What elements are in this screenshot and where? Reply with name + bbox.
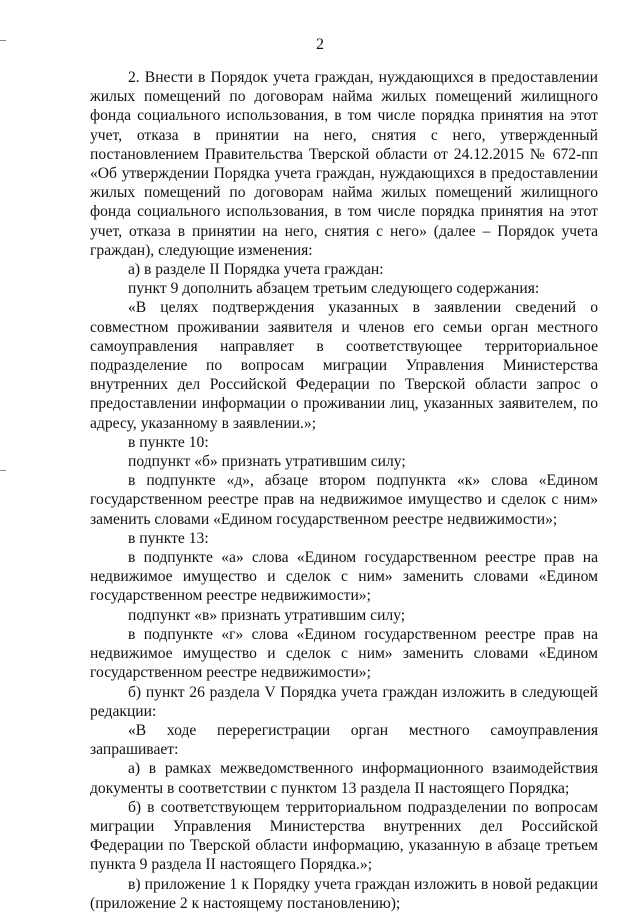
paragraph-subpoint-v: подпункт «в» признать утратившим силу; bbox=[128, 606, 406, 624]
paragraph-point-13: в пункте 13: bbox=[128, 529, 209, 547]
paragraph-amendment-intro: 2. Внести в Порядок учета граждан, нуждающихся в предоставлении жилых помещений по договорам найма жилых помещений жилищного фонда социального использования, в том числе порядка принятия на этот учет, отказа в принятии на него, снятия с него, утвержденный постановлением Правительства Тверской области от 24.12.2015 № 672-пп «Об утверждении Порядка учета граждан, нуждающихся в предоставлении жилых помещений по договорам найма жилых помещений жилищного фонда социального использования, в том числе порядка принятия на этот учет, отказа в принятии на него, снятия с него» (далее – Порядок учета граждан), следующие изменения: bbox=[90, 69, 598, 259]
paragraph-point-9-text: «В целях подтверждения указанных в заявлении сведений о совместном проживании заявителя и членов его семьи орган местного самоуправления направляет в соответствующее территориальное подразделение по вопросам миграции Управления Министерства внутренних дел Российской Федерации по Тверской области запрос о предоставлении информации о проживании лиц, указанных заявителем, по адресу, указанному в заявлении.»; bbox=[90, 299, 598, 432]
paragraph-reregistration-b: б) в соответствующем территориальном подразделении по вопросам миграции Управления Министерства внутренних дел Российской Федерации по Тверской области информацию, указанную в абзаце третьем пункта 9 раздела II настоящего Порядка.»; bbox=[90, 798, 598, 874]
paragraph-appendix-1: в) приложение 1 к Порядку учета граждан изложить в новой редакции (приложение 2 к настоящему постановлению); bbox=[90, 875, 598, 912]
scan-edge-mark bbox=[0, 470, 6, 471]
paragraph-point-26: б) пункт 26 раздела V Порядка учета граждан изложить в следующей редакции: bbox=[90, 683, 598, 720]
paragraph-subpoint-a: в подпункте «а» слова «Едином государственном реестре прав на недвижимое имущество и сделок с ним» заменить словами «Едином государственном реестре недвижимости»; bbox=[90, 549, 598, 605]
paragraph-point-9: пункт 9 дополнить абзацем третьим следующего содержания: bbox=[128, 280, 540, 298]
paragraph-subpoint-b: подпункт «б» признать утратившим силу; bbox=[128, 453, 406, 471]
page-number: 2 bbox=[316, 36, 324, 53]
paragraph-reregistration: «В ходе перерегистрации орган местного самоуправления запрашивает: bbox=[90, 721, 598, 759]
paragraph-reregistration-a: а) в рамках межведомственного информационного взаимодействия документы в соответствии с пунктом 13 раздела II настоящего Порядка; bbox=[90, 760, 598, 797]
paragraph-subpoint-d: в подпункте «д», абзаце втором подпункта «к» слова «Едином государственном реестре прав на недвижимое имущество и сделок с ним» заменить словами «Едином государственном реестре недвижимости»; bbox=[90, 472, 598, 528]
paragraph-subpoint-g: в подпункте «г» слова «Едином государственном реестре прав на недвижимое имущество и сделок с ним» заменить словами «Едином государственном реестре недвижимости»; bbox=[90, 625, 598, 682]
document-body bbox=[90, 68, 598, 913]
paragraph-section-ii: а) в разделе II Порядка учета граждан: bbox=[128, 261, 384, 279]
paragraph-point-10: в пункте 10: bbox=[128, 433, 209, 451]
